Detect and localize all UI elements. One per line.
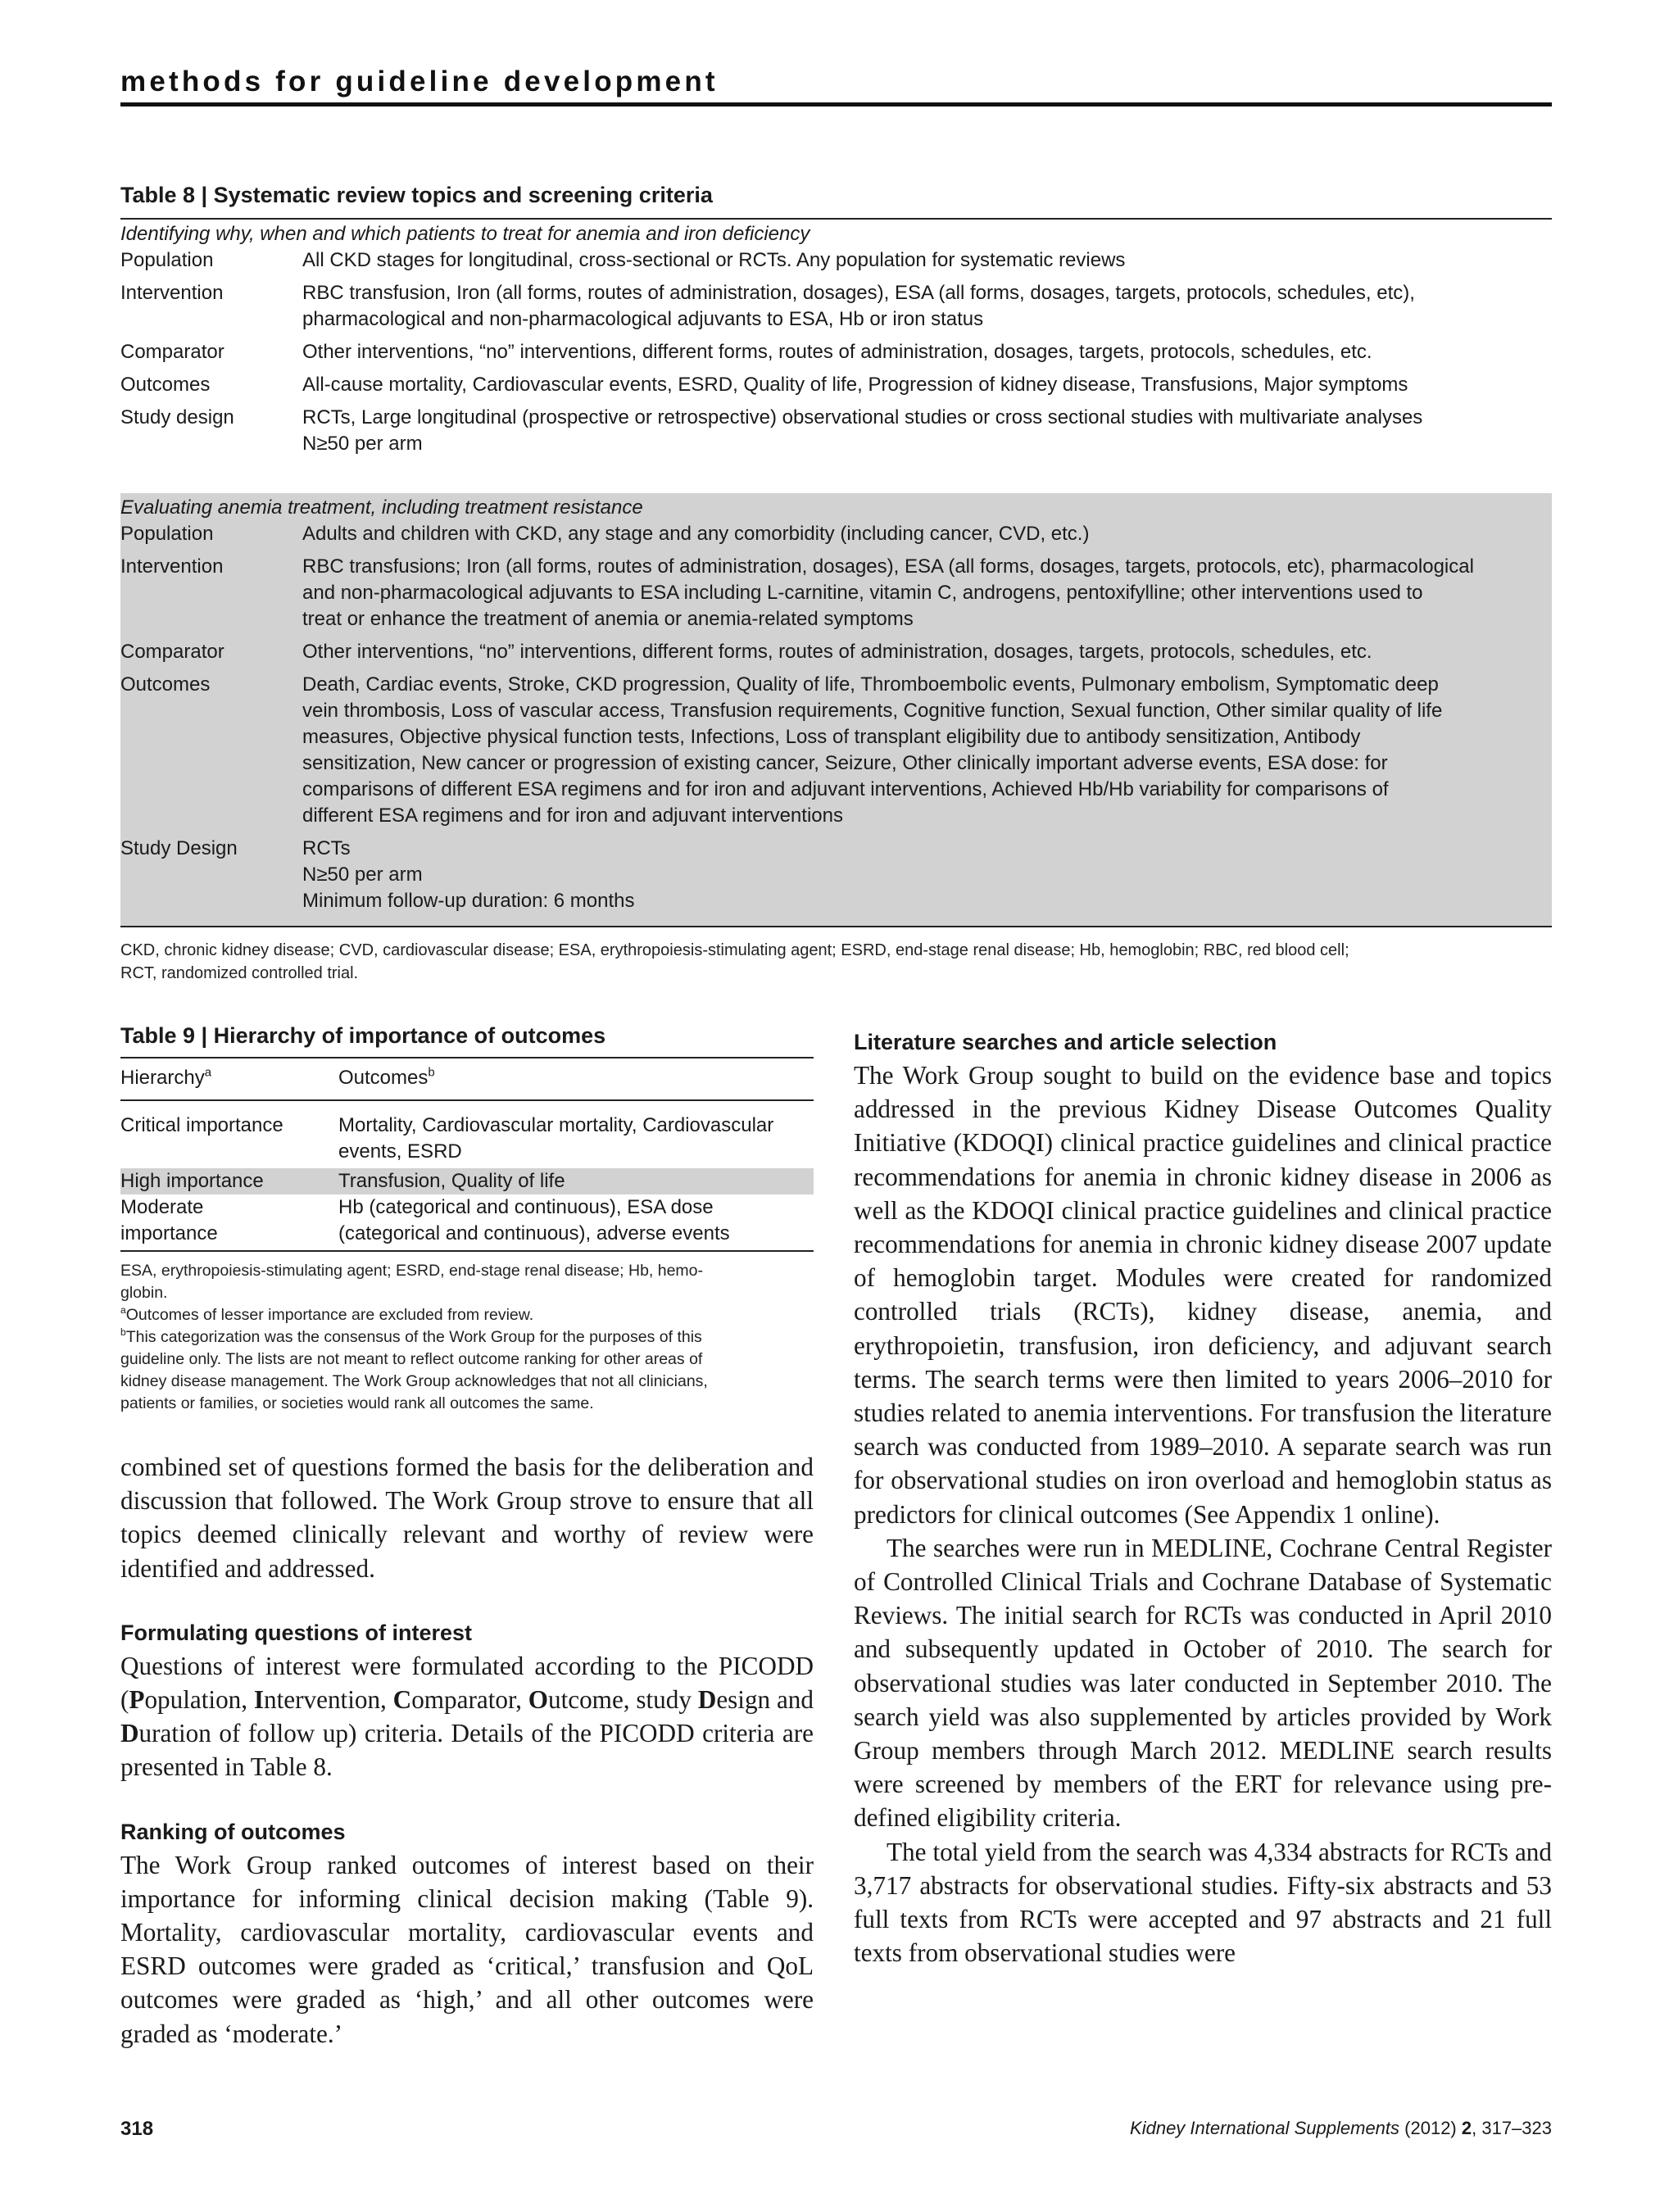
table-8-row-value	[302, 280, 1552, 333]
table-9-footnote-line: patients or families, or societies would rank all outcomes the same.	[120, 1394, 594, 1412]
table-8-footnote-line: CKD, chronic kidney disease; CVD, cardiovascular disease; ESA, erythropoiesis-stimulating agent; ESRD, end-stage renal disease; Hb, hemoglobin; RBC, red blood cell;	[120, 941, 1349, 959]
table-9-outcomes-line: (categorical and continuous), adverse events	[338, 1222, 730, 1244]
table-8-value-line: vein thrombosis, Loss of vascular access, Transfusion requirements, Cognitive function, Sexual function, Other similar quality of life	[302, 700, 1443, 722]
table-8-value-line: Other interventions, “no” interventions, different forms, routes of administration, dosages, targets, protocols, schedules, etc.	[302, 641, 1372, 663]
table-8-title: Table 8 | Systematic review topics and screening criteria	[120, 183, 713, 207]
table-9-row	[120, 1113, 814, 1165]
table-9-col-outcomes-header: Outcomes$^b$	[338, 1066, 435, 1089]
table-9-hierarchy-cell	[120, 1194, 338, 1247]
table-9-outcomes-line: events, ESRD	[338, 1140, 462, 1163]
picodd-initial: D	[120, 1719, 139, 1748]
literature-paragraph-3: The total yield from the search was 4,334 abstracts for RCTs and 3,717 abstracts for observational studies. Fifty-six abstracts and 53 full texts from RCTs were accepted and 97 abstracts and 21 full texts from observational studies were	[854, 1837, 1552, 1968]
table-8-body	[120, 220, 1552, 926]
table-9-footnote-a: $^a$Outcomes of lesser importance are excluded from review.	[120, 1304, 534, 1324]
picodd-initial: P	[129, 1685, 145, 1715]
literature-paragraph-2: The searches were run in MEDLINE, Cochrane Central Register of Controlled Clinical Trials and Cochrane Database of Systematic Reviews. The initial search for RCTs was conducted in April 2010 and subsequently updated in October of 2010. The search for observational studies was later conducted in September 2010. The search yield was also supplemented by articles provided by Work Group members through March 2012. MEDLINE search results were screened by members of the ERT for relevance using pre-defined eligibility criteria.	[854, 1533, 1552, 1833]
table-8-section	[120, 493, 1552, 926]
table-8-row-value	[302, 672, 1552, 829]
table-9-bottom-rule	[120, 1250, 814, 1252]
picodd-text: opulation,	[144, 1685, 254, 1715]
table-8-section	[120, 220, 1552, 469]
table-8-row-label: Outcomes	[120, 374, 211, 396]
table-9-hierarchy-cell	[120, 1113, 338, 1165]
table-8-row-value	[302, 372, 1552, 398]
page-number: 318	[120, 2118, 154, 2140]
table-8-row	[120, 339, 1552, 365]
table-8-row	[120, 372, 1552, 398]
picodd-text: omparator,	[411, 1685, 528, 1715]
table-9-footnote-line: kidney disease management. The Work Group acknowledges that not all clinicians,	[120, 1372, 708, 1390]
continuation-paragraph: combined set of questions formed the basis for the deliberation and discussion that followed. The Work Group strove to ensure that all topics deemed clinically relevant and worthy of review were identified and addressed.	[120, 1453, 814, 1583]
table-8-row	[120, 280, 1552, 333]
table-8-bottom-rule	[120, 926, 1552, 927]
picodd-paragraph: Questions of interest were formulated according to the PICODD (Population, Intervention, Comparator, Outcome, study Design and Duration of follow up) criteria. Details of the PICODD criteria are presented in Table 8.	[120, 1651, 814, 1782]
table-8-value-line: Death, Cardiac events, Stroke, CKD progression, Quality of life, Thromboembolic events, Pulmonary embolism, Symptomatic deep	[302, 673, 1439, 696]
table-8-section-heading: Identifying why, when and which patients to treat for anemia and iron deficiency	[120, 223, 810, 245]
table-8-value-line: different ESA regimens and for iron and adjuvant interventions	[302, 805, 843, 827]
table-8-section-gap	[120, 469, 1552, 493]
table-8-value-line: Adults and children with CKD, any stage and any comorbidity (including cancer, CVD, etc.)	[302, 523, 1090, 545]
table-8-value-line: pharmacological and non-pharmacological adjuvants to ESA, Hb or iron status	[302, 308, 984, 330]
table-9-hierarchy-line: Moderate	[120, 1196, 204, 1218]
table-8-row-value	[302, 521, 1552, 547]
section-heading-literature-searches: Literature searches and article selection	[854, 1030, 1277, 1054]
table-8-row-value	[302, 247, 1552, 274]
table-8-value-line: RBC transfusion, Iron (all forms, routes of administration, dosages), ESA (all forms, dosages, targets, protocols, schedules, etc),	[302, 282, 1415, 304]
table-8-section-heading: Evaluating anemia treatment, including treatment resistance	[120, 496, 643, 519]
table-8-row	[120, 405, 1552, 457]
table-9-hierarchy-line: High importance	[120, 1170, 264, 1192]
table-8-value-line: N≥50 per arm	[302, 433, 423, 455]
table-8-row-label: Comparator	[120, 641, 224, 663]
table-8-row-value	[302, 836, 1552, 914]
table-8-value-line: sensitization, New cancer or progression of existing cancer, Seizure, Other clinically important adverse events, ESA dose: for	[302, 752, 1388, 774]
table-9-header-row	[120, 1058, 814, 1099]
table-8-row-label: Intervention	[120, 282, 224, 304]
table-8-row	[120, 521, 1552, 547]
section-heading-ranking-outcomes: Ranking of outcomes	[120, 1819, 346, 1844]
table-8-value-line: and non-pharmacological adjuvants to ESA including L-carnitine, vitamin C, androgens, pentoxifylline; other interventions used to	[302, 582, 1423, 604]
table-9-footnote	[120, 1260, 814, 1415]
table-8-value-line: RCTs, Large longitudinal (prospective or retrospective) observational studies or cross sectional studies with multivariate analyses	[302, 406, 1423, 428]
table-8-row-value	[302, 339, 1552, 365]
table-8-value-line: N≥50 per arm	[302, 863, 423, 886]
table-8-row	[120, 672, 1552, 829]
picodd-initial: C	[392, 1685, 412, 1715]
table-9-footnote-line: globin.	[120, 1284, 168, 1302]
table-8-row-label: Comparator	[120, 341, 224, 363]
table-9-outcomes-line: Hb (categorical and continuous), ESA dose	[338, 1196, 714, 1218]
journal-citation: Kidney International Supplements (2012) 2, 317–323	[1130, 2118, 1552, 2138]
table-8-value-line: RCTs	[302, 837, 351, 859]
table-8-value-line: RBC transfusions; Iron (all forms, routes of administration, dosages), ESA (all forms, dosages, targets, protocols, etc), pharmacological	[302, 555, 1474, 578]
picodd-initial: D	[697, 1685, 717, 1715]
header-rule	[120, 102, 1552, 107]
picodd-text: esign and	[716, 1685, 814, 1715]
right-column	[854, 1026, 1552, 1969]
table-8-row-label: Outcomes	[120, 673, 211, 696]
table-9-title: Table 9 | Hierarchy of importance of outcomes	[120, 1023, 606, 1048]
table-8-row-label: Study Design	[120, 837, 238, 859]
table-9-footnote-line: guideline only. The lists are not meant to reflect outcome ranking for other areas of	[120, 1350, 703, 1368]
table-9-hierarchy-line: importance	[120, 1222, 218, 1244]
table-9-outcomes-line: Transfusion, Quality of life	[338, 1170, 565, 1192]
table-8-value-line: measures, Objective physical function tests, Infections, Loss of transplant eligibility due to antibody sensitization, Antibody	[302, 726, 1361, 748]
table-9-hierarchy-line: Critical importance	[120, 1114, 283, 1136]
picodd-text: uration of follow up) criteria. Details of the PICODD criteria are presented in Table 8.	[120, 1719, 814, 1782]
table-8-row-label: Intervention	[120, 555, 224, 578]
table-8-row-label: Study design	[120, 406, 234, 428]
table-8-value-line: Minimum follow-up duration: 6 months	[302, 890, 635, 912]
table-8-value-line: treat or enhance the treatment of anemia or anemia-related symptoms	[302, 608, 914, 630]
table-9-row	[120, 1194, 814, 1247]
table-9-footnote-b: $^b$This categorization was the consensus of the Work Group for the purposes of this	[120, 1326, 702, 1346]
picodd-initial: I	[253, 1685, 265, 1715]
table-9-outcomes-cell	[338, 1194, 814, 1247]
table-8-value-line: Other interventions, “no” interventions, different forms, routes of administration, dosages, targets, protocols, schedules, etc.	[302, 341, 1372, 363]
table-8-value-line: All-cause mortality, Cardiovascular events, ESRD, Quality of life, Progression of kidney disease, Transfusions, Major symptoms	[302, 374, 1408, 396]
picodd-text: utcome, study	[547, 1685, 698, 1715]
table-9-outcomes-cell	[338, 1168, 814, 1194]
table-8-row-label: Population	[120, 249, 214, 271]
literature-paragraph-1: The Work Group sought to build on the evidence base and topics addressed in the previous Kidney Disease Outcomes Quality Initiative (KDOQI) clinical practice guidelines and clinical practice recommendations for anemia in chronic kidney disease in 2006 as well as the KDOQI clinical practice guidelines and clinical practice recommendations for anemia in chronic kidney disease 2007 update of hemoglobin target. Modules were created for randomized controlled trials (RCTs), kidney disease, anemia, and erythropoietin, transfusion, iron deficiency, and adjuvant search terms. The search terms were then limited to years 2006–2010 for studies related to anemia interventions. For transfusion the literature search was conducted from 1989–2010. A separate search was run for observational studies on iron overload and hemoglobin status as predictors for clinical outcomes (See Appendix 1 online).	[854, 1061, 1552, 1529]
table-8-row-value	[302, 554, 1552, 632]
table-9-body	[120, 1101, 814, 1250]
table-8-footnote-line: RCT, randomized controlled trial.	[120, 964, 359, 982]
left-column	[120, 1450, 814, 2051]
section-heading-formulating-questions: Formulating questions of interest	[120, 1620, 473, 1645]
table-8-row-label: Population	[120, 523, 214, 545]
table-8-row	[120, 554, 1552, 632]
table-9	[120, 1019, 814, 1415]
table-8-value-line: comparisons of different ESA regimens and for iron and adjuvant interventions, Achieved Hb/Hb variability for comparisons of	[302, 778, 1389, 800]
table-8-footnote	[120, 939, 1552, 985]
table-8-row	[120, 639, 1552, 665]
running-header: methods for guideline development	[120, 66, 719, 97]
table-8-row	[120, 836, 1552, 914]
table-8	[120, 179, 1552, 985]
table-9-outcomes-line: Mortality, Cardiovascular mortality, Cardiovascular	[338, 1114, 774, 1136]
picodd-initial: O	[528, 1685, 548, 1715]
table-9-footnote-line: ESA, erythropoiesis-stimulating agent; ESRD, end-stage renal disease; Hb, hemo-	[120, 1262, 704, 1280]
ranking-paragraph: The Work Group ranked outcomes of interest based on their importance for informing clinical decision making (Table 9). Mortality, cardiovascular mortality, cardiovascular events and ESRD outcomes were graded as ‘critical,’ transfusion and QoL outcomes were graded as ‘high,’ and all other outcomes were graded as ‘moderate.’	[120, 1850, 814, 2048]
table-9-hierarchy-cell	[120, 1168, 338, 1194]
table-9-row	[120, 1168, 814, 1194]
table-8-row-value	[302, 639, 1552, 665]
table-9-outcomes-cell	[338, 1113, 814, 1165]
table-9-col-hierarchy-header: Hierarchy$^a$	[120, 1066, 211, 1089]
table-8-value-line: All CKD stages for longitudinal, cross-sectional or RCTs. Any population for systematic reviews	[302, 249, 1126, 271]
table-8-row	[120, 247, 1552, 274]
picodd-text: ntervention,	[264, 1685, 393, 1715]
table-8-row-value	[302, 405, 1552, 457]
